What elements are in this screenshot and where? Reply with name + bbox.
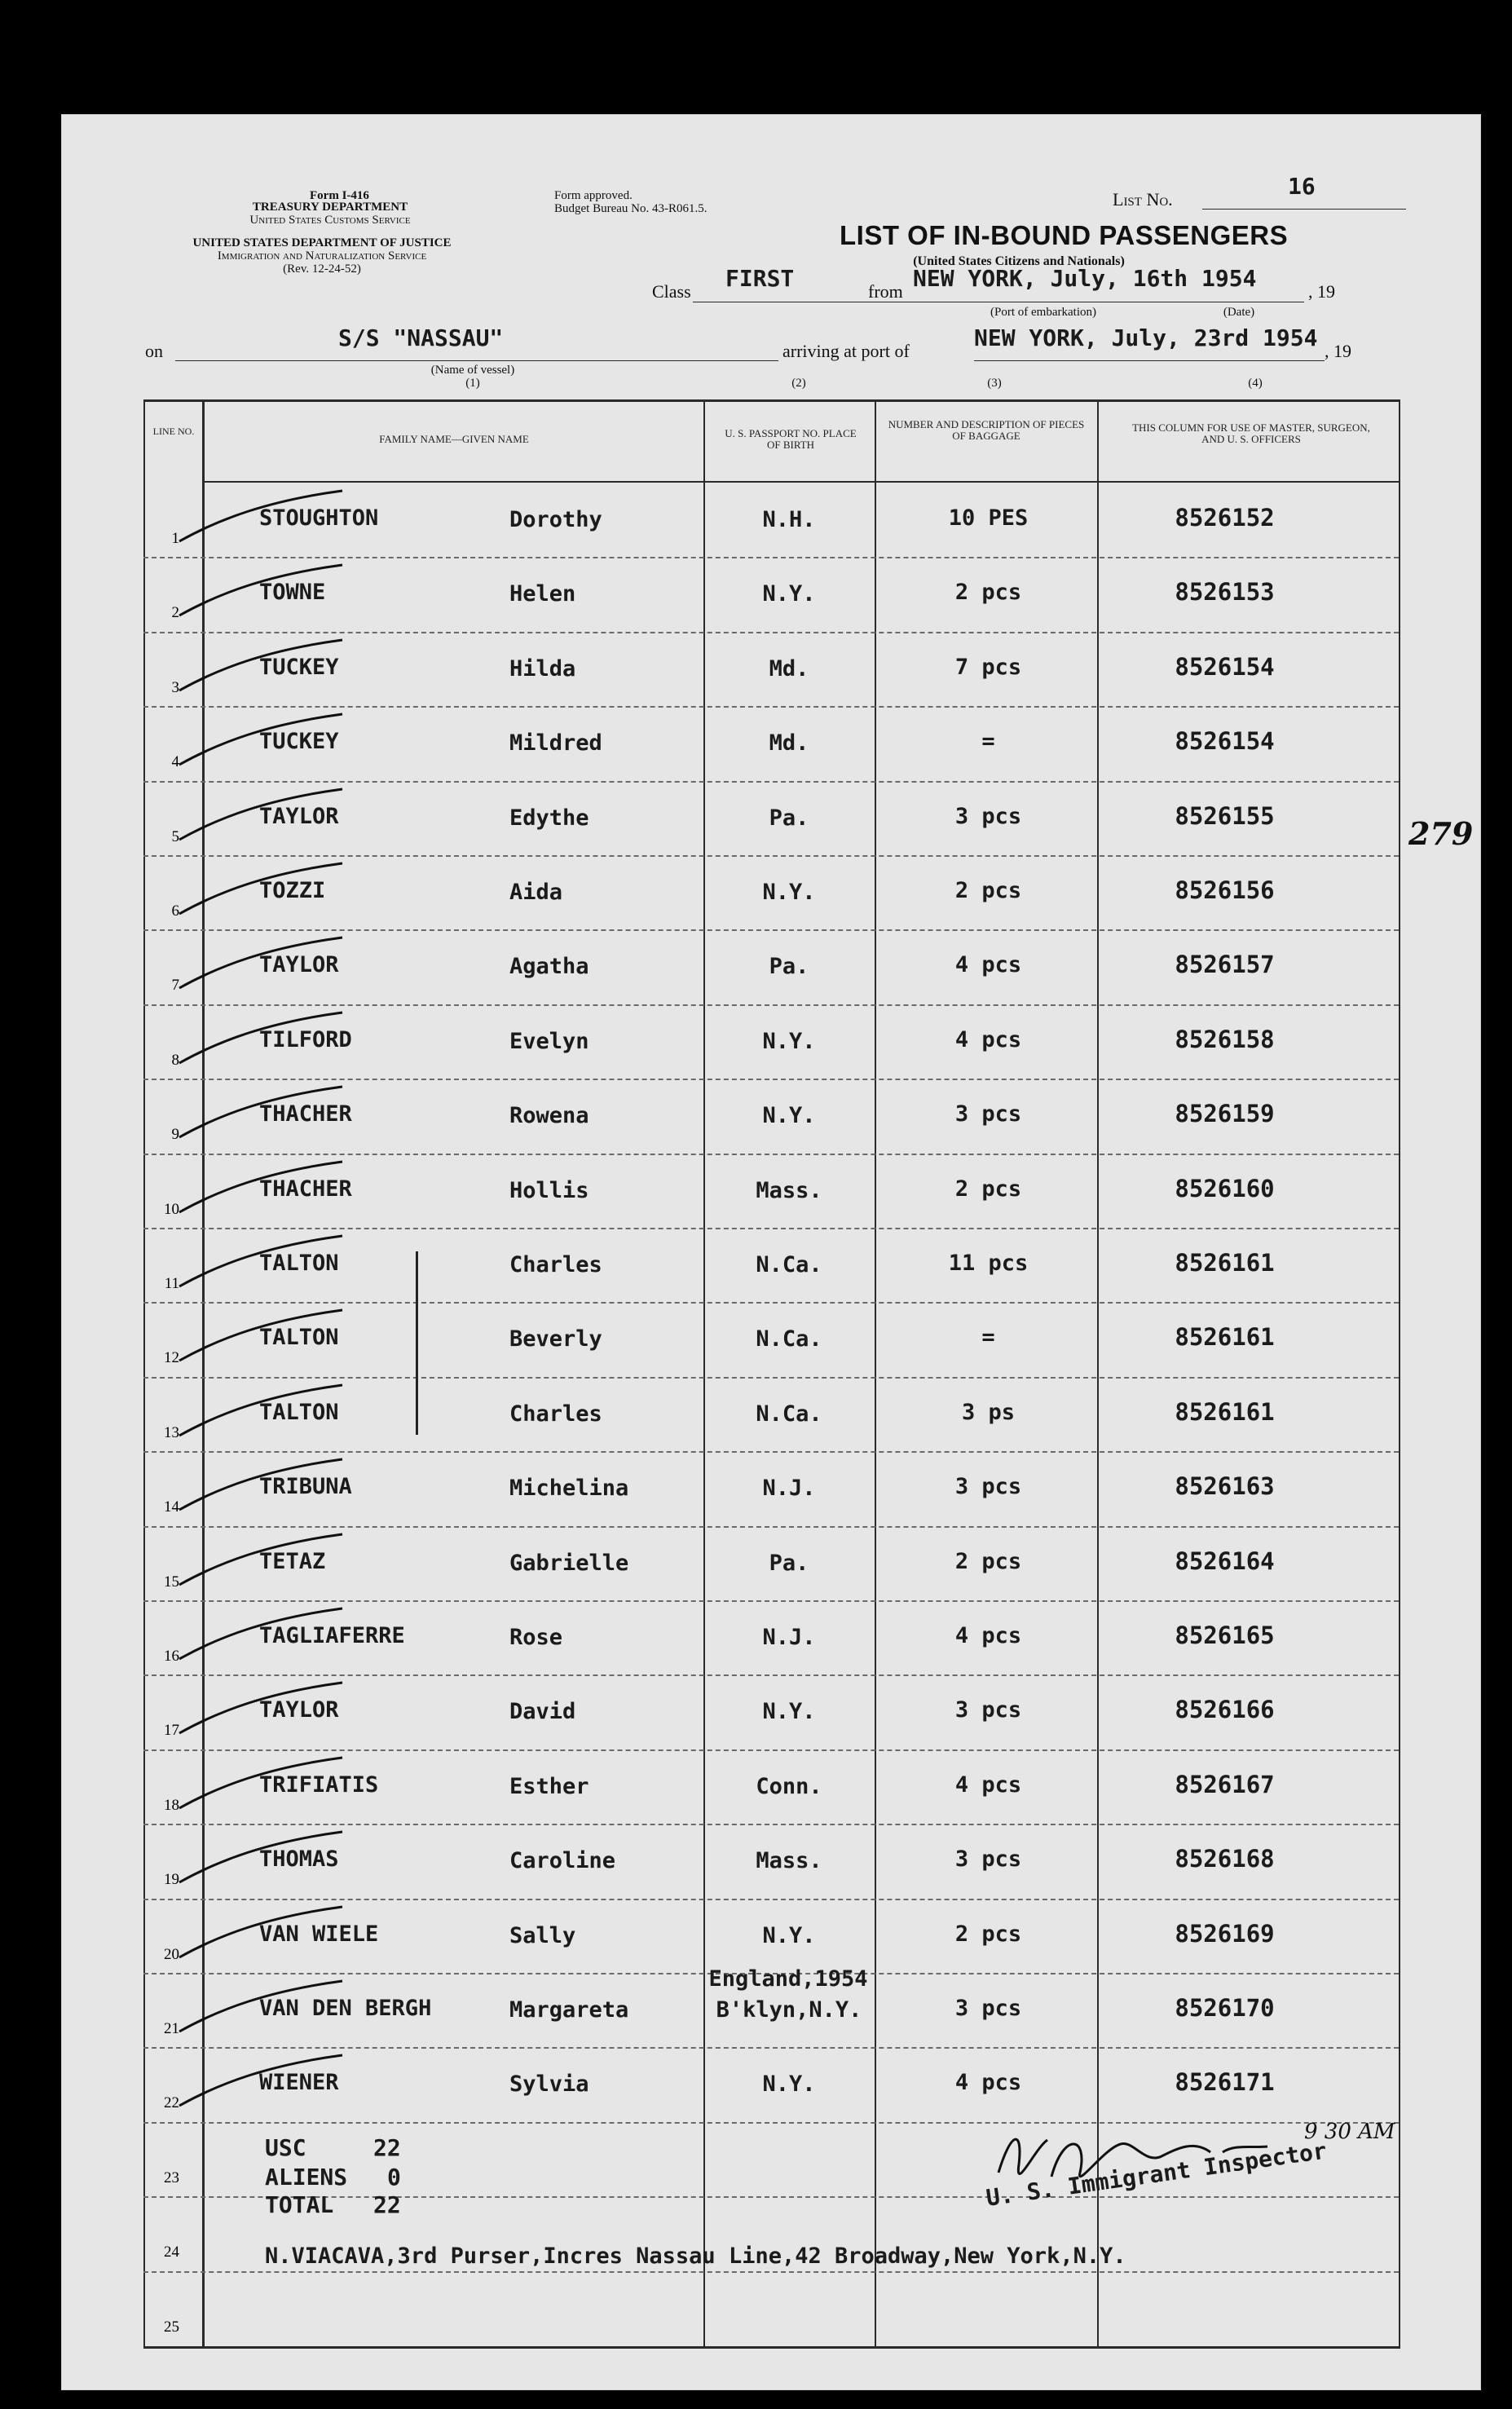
- line-number: 5: [171, 827, 179, 845]
- row-divider: [143, 1451, 1399, 1453]
- ticket-number: 8526159: [1175, 1100, 1275, 1128]
- given-name: Esther: [509, 1773, 589, 1799]
- place-of-birth: N.Y.: [762, 581, 816, 607]
- given-name: Edythe: [509, 805, 589, 831]
- baggage-count: =: [981, 1325, 995, 1351]
- class-label: Class: [652, 281, 691, 302]
- on-label: on: [145, 341, 163, 361]
- given-name: Rose: [509, 1625, 563, 1650]
- row-divider: [143, 1079, 1399, 1080]
- list-no-underline: [1202, 209, 1406, 210]
- line-number: 12: [164, 1349, 179, 1367]
- baggage-count: 2 pcs: [954, 1548, 1022, 1574]
- page-title: LIST OF IN-BOUND PASSENGERS: [840, 220, 1289, 250]
- ticket-number: 8526161: [1175, 1323, 1275, 1352]
- family-name: TALTON: [259, 1399, 339, 1425]
- purser-line: N.VIACAVA,3rd Purser,Incres Nassau Line,42 Broadway,New York,N.Y.: [265, 2244, 1126, 2269]
- revision-date: (Rev. 12-24-52): [283, 263, 361, 276]
- vessel-underline: [175, 360, 778, 361]
- arriving-label: arriving at port of: [782, 341, 910, 361]
- place-of-birth: N.Y.: [762, 1028, 816, 1054]
- given-name: Beverly: [509, 1326, 602, 1352]
- baggage-count: 4 pcs: [954, 2070, 1022, 2096]
- aliens-label: ALIENS: [265, 2164, 348, 2191]
- customs-service: United States Customs Service: [249, 214, 411, 227]
- row-divider: [143, 929, 1399, 931]
- row-divider: [143, 1228, 1399, 1229]
- family-name: THOMAS: [259, 1846, 339, 1873]
- check-mark: [171, 1902, 350, 1967]
- baggage-count: 3 ps: [961, 1399, 1016, 1425]
- baggage-count: 4 pcs: [954, 1026, 1022, 1052]
- family-name: WIENER: [259, 2070, 339, 2096]
- place-of-birth: Md.: [769, 730, 809, 757]
- ticket-number: 8526154: [1175, 727, 1275, 756]
- place-of-birth: N.H.: [762, 507, 816, 532]
- line-number: 23: [164, 2169, 179, 2186]
- ticket-number: 8526152: [1175, 504, 1275, 532]
- family-name: TALTON: [259, 1251, 339, 1276]
- given-name: Agatha: [509, 954, 589, 980]
- family-name: TILFORD: [259, 1026, 352, 1052]
- row-divider: [143, 2047, 1399, 2049]
- usc-label: USC: [265, 2134, 306, 2161]
- check-mark: [171, 1082, 350, 1147]
- check-mark: [171, 1976, 350, 2041]
- ticket-number: 8526169: [1175, 1919, 1275, 1948]
- place-of-birth: N.Y.: [762, 1103, 816, 1129]
- aliens-value: 0: [387, 2164, 401, 2191]
- row-divider: [143, 632, 1399, 633]
- row-divider: [143, 1377, 1399, 1379]
- ticket-number: 8526165: [1175, 1621, 1275, 1649]
- ticket-number: 8526161: [1175, 1249, 1275, 1277]
- row-divider: [143, 781, 1399, 783]
- header-officers: THIS COLUMN FOR USE OF MASTER, SURGEON, AND U. S. OFFICERS: [1132, 421, 1370, 445]
- baggage-count: 4 pcs: [954, 952, 1022, 978]
- line-number: 21: [164, 2020, 179, 2037]
- check-mark: [171, 1678, 350, 1743]
- table-right-border: [1399, 399, 1400, 2348]
- col-num-2: (2): [791, 377, 806, 390]
- ticket-number: 8526161: [1175, 1397, 1275, 1426]
- ticket-number: 8526153: [1175, 578, 1275, 607]
- row-divider: [143, 1824, 1399, 1825]
- given-name: Charles: [509, 1401, 602, 1427]
- ticket-number: 8526158: [1175, 1025, 1275, 1053]
- given-name: Rowena: [509, 1103, 589, 1129]
- place-of-birth: B'klyn,N.Y.: [716, 1997, 862, 2023]
- from-value: NEW YORK, July, 16th 1954: [913, 265, 1257, 292]
- family-name: TRIFIATIS: [259, 1771, 379, 1798]
- line-number: 13: [164, 1423, 179, 1441]
- place-of-birth: Pa.: [769, 1550, 809, 1576]
- place-of-birth: Mass.: [756, 1177, 822, 1203]
- col-num-3: (3): [987, 377, 1002, 390]
- line-number: 16: [164, 1648, 179, 1665]
- place-of-birth: Mass.: [756, 1848, 822, 1874]
- line-number: 10: [164, 1200, 179, 1218]
- baggage-count: 2 pcs: [954, 580, 1022, 606]
- place-of-birth: N.Ca.: [756, 1326, 822, 1352]
- check-mark: [171, 1305, 350, 1370]
- list-no-value: 16: [1288, 173, 1316, 200]
- ticket-number: 8526164: [1175, 1546, 1275, 1575]
- check-mark: [171, 1454, 350, 1520]
- header-name: FAMILY NAME—GIVEN NAME: [379, 433, 529, 445]
- family-name: TAYLOR: [259, 803, 339, 829]
- family-name: TUCKEY: [259, 729, 339, 755]
- inspection-time: 9 30 AM: [1304, 2120, 1395, 2144]
- baggage-count: 4 pcs: [954, 1623, 1022, 1648]
- baggage-count: 7 pcs: [954, 654, 1022, 680]
- ticket-number: 8526156: [1175, 876, 1275, 904]
- inspector-title: U. S. Immigrant Inspector: [984, 2137, 1329, 2212]
- margin-note: 279: [1408, 815, 1474, 852]
- check-mark: [171, 635, 350, 700]
- ticket-number: 8526170: [1175, 1994, 1275, 2022]
- row-divider: [143, 1749, 1399, 1751]
- place-of-birth: N.Y.: [762, 1699, 816, 1725]
- row-divider: [143, 1899, 1399, 1900]
- header-line-no: LINE NO.: [152, 426, 195, 437]
- given-name: Margareta: [509, 1997, 629, 2023]
- col-divider-name: [703, 399, 705, 2348]
- baggage-count: 2 pcs: [954, 878, 1022, 903]
- line-number: 17: [164, 1722, 179, 1740]
- line-number: 15: [164, 1573, 179, 1591]
- check-mark: [171, 784, 350, 849]
- baggage-count: 3 pcs: [954, 1101, 1022, 1127]
- given-name: Mildred: [509, 730, 602, 757]
- family-name: TAGLIAFERRE: [259, 1623, 405, 1648]
- baggage-count: 2 pcs: [954, 1921, 1022, 1947]
- given-name: Caroline: [509, 1848, 616, 1874]
- place-of-birth: N.Y.: [762, 2071, 816, 2098]
- form-approved: Form approved.: [554, 189, 633, 202]
- family-name: VAN WIELE: [259, 1921, 379, 1947]
- line-number: 11: [164, 1275, 179, 1292]
- family-group-bracket: [416, 1251, 418, 1435]
- given-name: David: [509, 1699, 576, 1725]
- year-suffix-2: , 19: [1325, 341, 1351, 361]
- justice-dept: UNITED STATES DEPARTMENT OF JUSTICE: [192, 236, 452, 249]
- header-baggage: NUMBER AND DESCRIPTION OF PIECES OF BAGGAGE: [888, 418, 1085, 442]
- vessel-label: (Name of vessel): [430, 364, 515, 377]
- baggage-count: 3 pcs: [954, 803, 1022, 829]
- check-mark: [171, 1231, 350, 1296]
- col-divider-baggage: [1097, 399, 1099, 2348]
- ticket-number: 8526171: [1175, 2068, 1275, 2097]
- line-number: 20: [164, 1945, 179, 1963]
- ticket-number: 8526163: [1175, 1472, 1275, 1501]
- check-mark: [171, 1604, 350, 1669]
- family-name: TUCKEY: [259, 654, 339, 680]
- line-number: 9: [171, 1126, 179, 1144]
- given-name: Hollis: [509, 1177, 589, 1203]
- baggage-count: =: [981, 729, 995, 755]
- given-name: Gabrielle: [509, 1550, 629, 1576]
- check-mark: [171, 933, 350, 998]
- line-number: 7: [171, 977, 179, 995]
- place-of-birth: Pa.: [769, 954, 809, 980]
- family-name: TOZZI: [259, 878, 326, 903]
- family-name: THACHER: [259, 1176, 352, 1202]
- row-divider: [143, 1674, 1399, 1676]
- family-name: TAYLOR: [259, 1697, 339, 1723]
- treasury-dept: TREASURY DEPARTMENT: [252, 201, 408, 214]
- given-name: Hilda: [509, 655, 576, 682]
- family-name: THACHER: [259, 1101, 352, 1127]
- col-divider-place: [875, 399, 876, 2348]
- check-mark: [171, 1753, 350, 1818]
- arriving-underline: [974, 360, 1325, 361]
- line-number: 24: [164, 2244, 179, 2261]
- line-number: 25: [164, 2318, 179, 2336]
- row-divider: [143, 706, 1399, 708]
- row-divider: [143, 1526, 1399, 1528]
- line-number: 18: [164, 1796, 179, 1814]
- baggage-count: 3 pcs: [954, 1996, 1022, 2021]
- table-header-divider: [204, 481, 1400, 483]
- col-num-1: (1): [465, 377, 480, 390]
- line-number: 14: [164, 1498, 179, 1516]
- given-name: Sally: [509, 1922, 576, 1948]
- baggage-count: 3 pcs: [954, 1697, 1022, 1723]
- line-number: 22: [164, 2094, 179, 2112]
- ticket-number: 8526155: [1175, 801, 1275, 830]
- given-name: Aida: [509, 880, 563, 905]
- row-divider: [143, 1600, 1399, 1602]
- place-of-birth: Pa.: [769, 805, 809, 831]
- row-divider: [143, 557, 1399, 558]
- check-mark: [171, 709, 350, 774]
- ticket-number: 8526160: [1175, 1174, 1275, 1202]
- table-left-border: [143, 399, 145, 2348]
- ticket-number: 8526167: [1175, 1770, 1275, 1798]
- line-number: 2: [171, 604, 179, 622]
- baggage-count: 4 pcs: [954, 1771, 1022, 1798]
- check-mark: [171, 858, 350, 924]
- usc-value: 22: [373, 2134, 401, 2161]
- given-name: Michelina: [509, 1476, 629, 1502]
- col-num-4: (4): [1248, 377, 1263, 390]
- row-divider: [143, 2271, 1399, 2273]
- total-value: 22: [373, 2191, 401, 2218]
- total-label: TOTAL: [265, 2191, 334, 2218]
- line-number: 4: [171, 753, 179, 771]
- baggage-count: 11 pcs: [948, 1251, 1029, 1276]
- family-name: STOUGHTON: [259, 505, 379, 531]
- ticket-number: 8526166: [1175, 1696, 1275, 1724]
- family-name: TALTON: [259, 1325, 339, 1351]
- check-mark: [171, 1008, 350, 1073]
- inspector-signature: [990, 2116, 1333, 2205]
- line-number: 6: [171, 902, 179, 920]
- check-mark: [171, 1157, 350, 1222]
- family-name: VAN DEN BERGH: [259, 1996, 432, 2021]
- class-value: FIRST: [725, 265, 795, 292]
- place-extra: England,1954: [708, 1966, 868, 1992]
- from-label: from: [868, 281, 903, 302]
- check-mark: [171, 560, 350, 625]
- given-name: Dorothy: [509, 507, 602, 532]
- table-bottom-border: [143, 2346, 1400, 2349]
- list-no-label: List No.: [1113, 189, 1173, 210]
- place-of-birth: Conn.: [756, 1773, 822, 1799]
- line-number: 1: [171, 530, 179, 547]
- arriving-value: NEW YORK, July, 23rd 1954: [974, 324, 1318, 351]
- given-name: Sylvia: [509, 2071, 589, 2098]
- row-divider: [143, 855, 1399, 857]
- given-name: Charles: [509, 1252, 602, 1277]
- table-top-border: [143, 399, 1400, 402]
- ticket-number: 8526168: [1175, 1845, 1275, 1873]
- baggage-count: 3 pcs: [954, 1474, 1022, 1500]
- line-number: 8: [171, 1051, 179, 1069]
- check-mark: [171, 1380, 350, 1445]
- year-suffix-1: , 19: [1308, 281, 1335, 302]
- vessel-name: S/S "NASSAU": [338, 324, 504, 351]
- row-divider: [143, 1004, 1399, 1006]
- place-of-birth: N.Y.: [762, 1922, 816, 1948]
- place-of-birth: N.Ca.: [756, 1252, 822, 1277]
- place-of-birth: N.J.: [762, 1625, 816, 1650]
- check-mark: [171, 2050, 350, 2116]
- baggage-count: 10 PES: [948, 505, 1029, 531]
- family-name: TAYLOR: [259, 952, 339, 978]
- page-subtitle: (United States Citizens and Nationals): [913, 254, 1125, 268]
- given-name: Helen: [509, 581, 576, 607]
- family-name: TOWNE: [259, 580, 326, 606]
- check-mark: [171, 486, 350, 551]
- given-name: Evelyn: [509, 1028, 589, 1054]
- header-passport: U. S. PASSPORT NO. PLACE OF BIRTH: [725, 427, 857, 451]
- place-of-birth: N.Ca.: [756, 1401, 822, 1427]
- row-divider: [143, 1302, 1399, 1304]
- check-mark: [171, 1827, 350, 1892]
- check-mark: [171, 1529, 350, 1595]
- place-of-birth: N.Y.: [762, 880, 816, 905]
- family-name: TRIBUNA: [259, 1474, 352, 1500]
- line-number: 3: [171, 678, 179, 696]
- line-number: 19: [164, 1871, 179, 1889]
- baggage-count: 2 pcs: [954, 1176, 1022, 1202]
- place-of-birth: N.J.: [762, 1476, 816, 1502]
- ticket-number: 8526157: [1175, 951, 1275, 979]
- port-embark-label: (Port of embarkation): [990, 306, 1096, 319]
- date-label: (Date): [1223, 306, 1255, 319]
- row-divider: [143, 1154, 1399, 1155]
- baggage-count: 3 pcs: [954, 1846, 1022, 1873]
- budget-bureau: Budget Bureau No. 43-R061.5.: [554, 202, 708, 215]
- family-name: TETAZ: [259, 1548, 326, 1574]
- ticket-number: 8526154: [1175, 652, 1275, 681]
- form-number: Form I-416: [310, 189, 369, 202]
- ins-service: Immigration and Naturalization Service: [217, 249, 427, 263]
- place-of-birth: Md.: [769, 655, 809, 682]
